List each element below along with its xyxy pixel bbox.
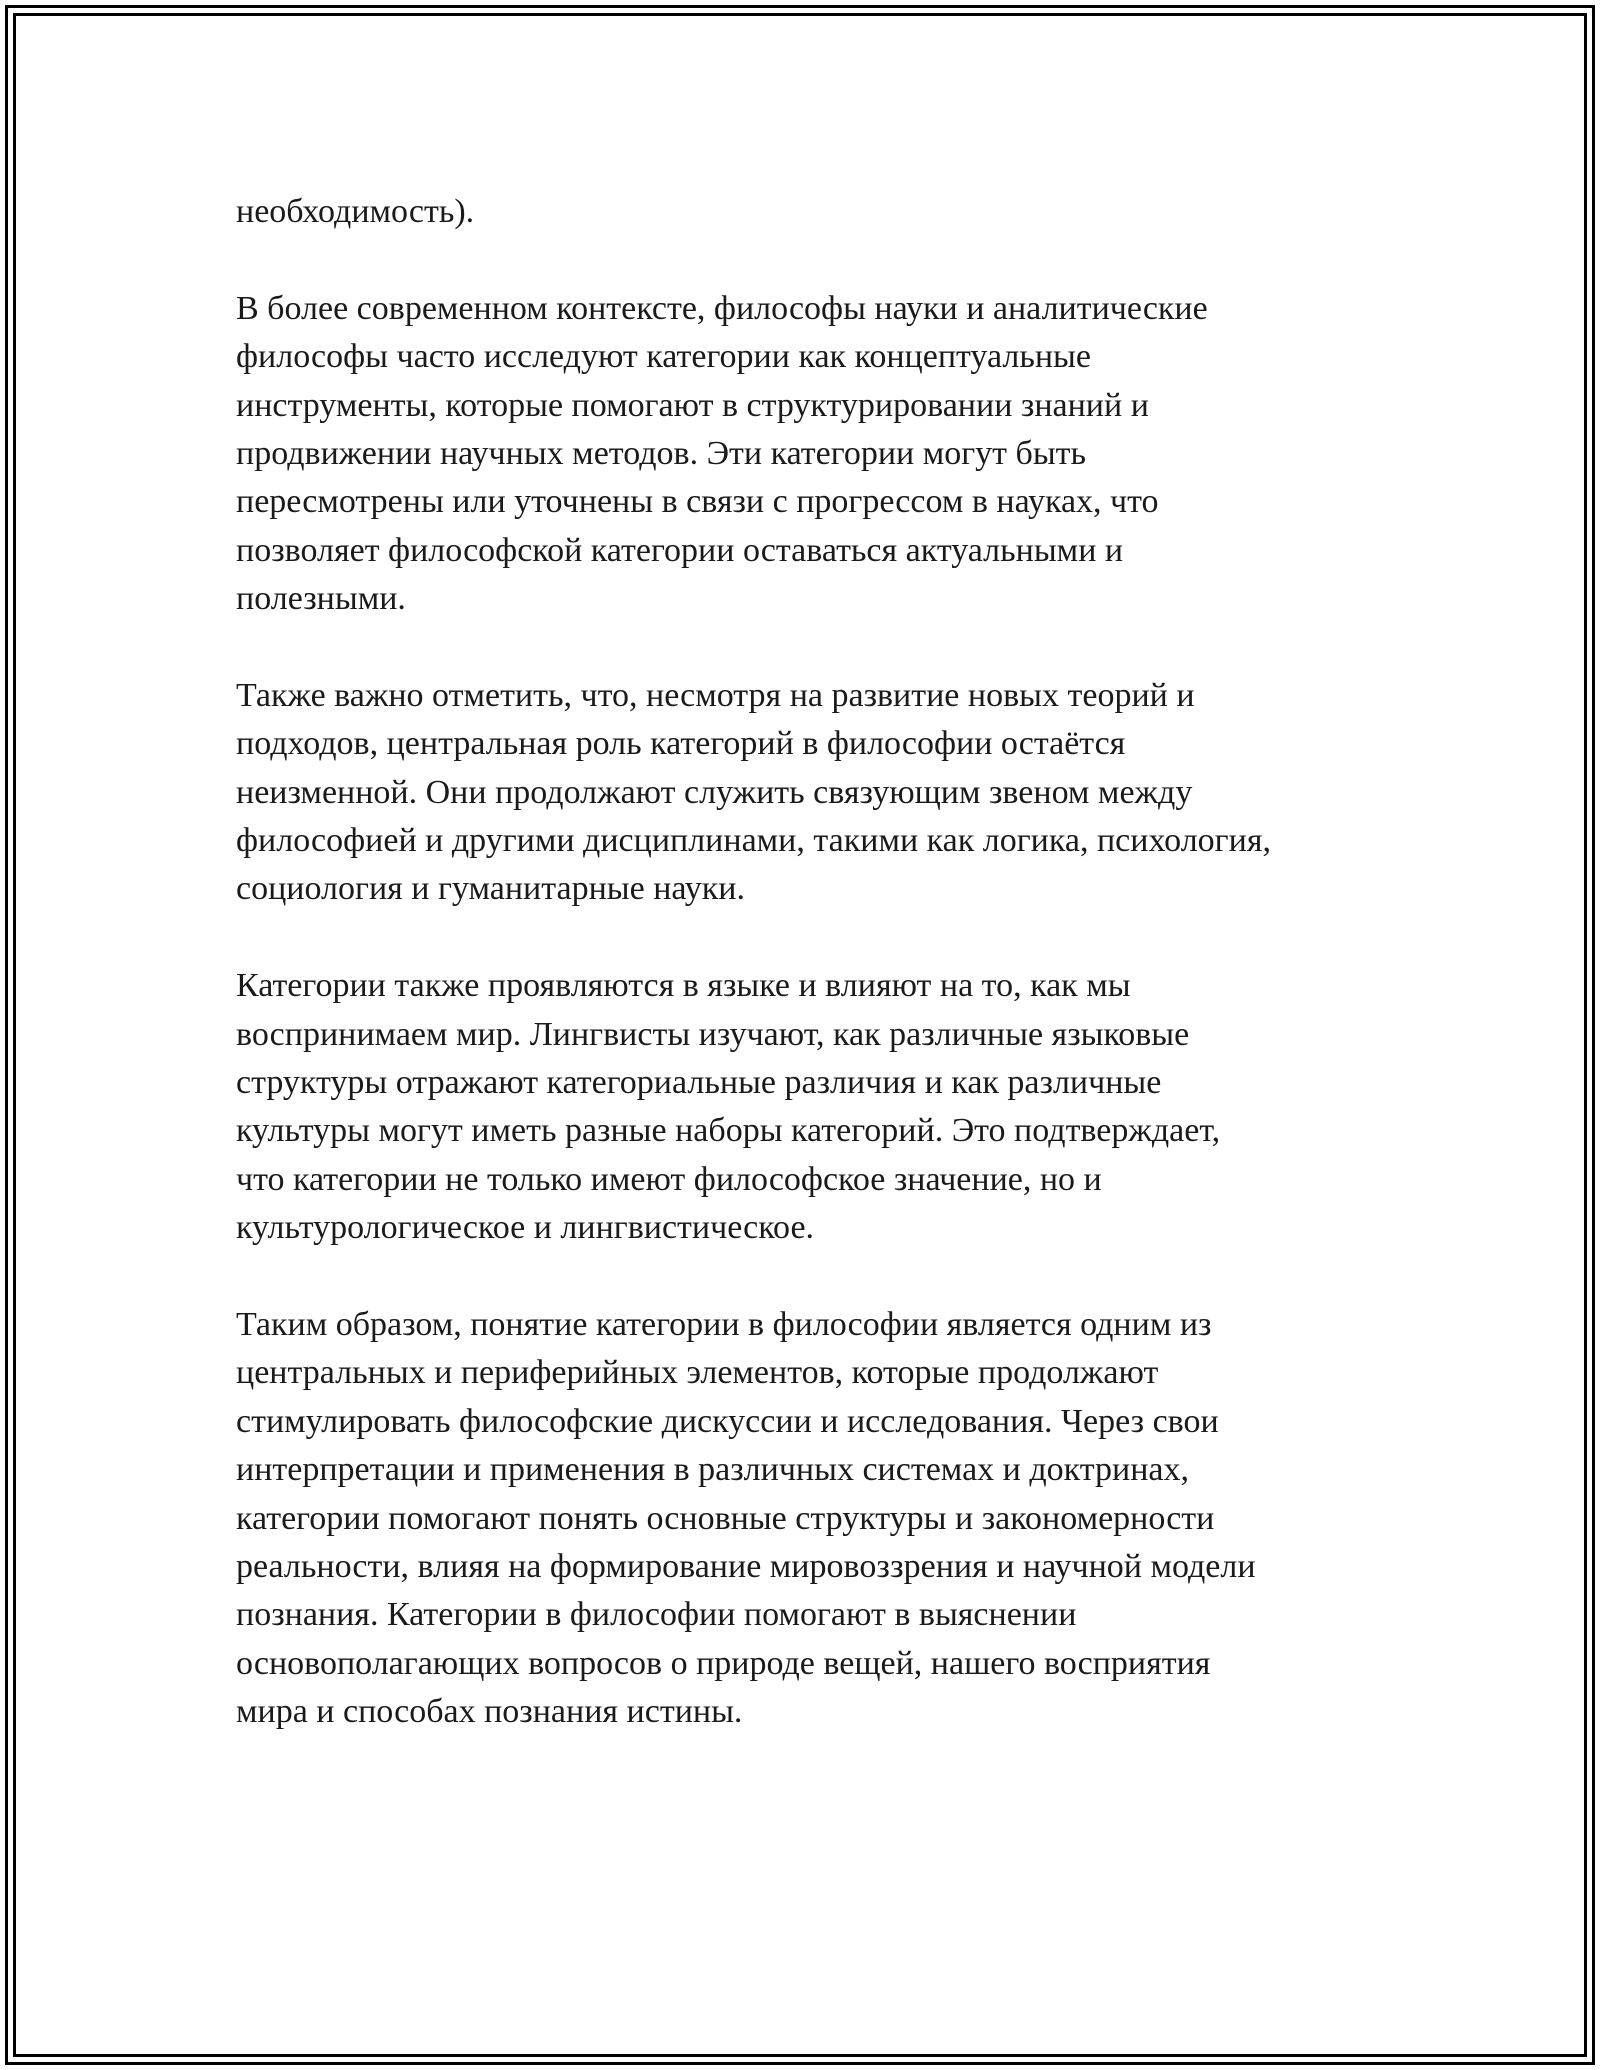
text-line: культуры могут иметь разные наборы категорий. Это подтверждает,	[236, 1112, 1221, 1150]
text-line: основополагающих вопросов о природе вещей, нашего восприятия	[236, 1644, 1211, 1682]
text-line: что категории не только имеют философское значение, но и	[236, 1160, 1102, 1198]
text-line: реальности, влияя на формирование мировоззрения и научной модели	[236, 1547, 1256, 1585]
text-line: Также важно отметить, что, несмотря на развитие новых теорий и	[236, 676, 1195, 714]
paragraph-5	[236, 1301, 1366, 1737]
text-line: интерпретации и применения в различных системах и доктринах,	[236, 1451, 1189, 1489]
text-line: пересмотрены или уточнены в связи с прогрессом в науках, что	[236, 483, 1159, 521]
text-line: мира и способах познания истины.	[236, 1693, 743, 1731]
text-line: Таким образом, понятие категории в философии является одним из	[236, 1305, 1212, 1343]
text-line: необходимость).	[236, 193, 475, 230]
text-line: стимулировать философские дискуссии и исследования. Через свои	[236, 1402, 1219, 1440]
text-line: познания. Категории в философии помогают в выяснении	[236, 1596, 1077, 1634]
paragraph-4	[236, 962, 1366, 1252]
text-line: центральных и периферийных элементов, которые продолжают	[236, 1354, 1159, 1392]
text-line: культурологическое и лингвистическое.	[236, 1209, 815, 1247]
document-body	[236, 188, 1366, 1785]
text-line: инструменты, которые помогают в структурировании знаний и	[236, 386, 1149, 424]
text-line: позволяет философской категории оставаться актуальными и	[236, 531, 1124, 569]
text-line: философы часто исследуют категории как концептуальные	[236, 338, 1091, 376]
text-line: социология и гуманитарные науки.	[236, 870, 746, 908]
text-line: продвижении научных методов. Эти категории могут быть	[236, 434, 1087, 472]
text-line: структуры отражают категориальные различия и как различные	[236, 1064, 1162, 1102]
text-line: полезными.	[236, 580, 406, 618]
text-line: философией и другими дисциплинами, такими как логика, психология,	[236, 822, 1271, 860]
paragraph-1	[236, 188, 1366, 236]
text-line: неизменной. Они продолжают служить связующим звеном между	[236, 773, 1193, 811]
paragraph-2	[236, 285, 1366, 624]
text-line: В более современном контексте, философы науки и аналитические	[236, 289, 1208, 327]
text-line: Категории также проявляются в языке и влияют на то, как мы	[236, 967, 1131, 1005]
text-line: подходов, центральная роль категорий в философии остаётся	[236, 725, 1126, 763]
paragraph-3	[236, 672, 1366, 914]
text-line: категории помогают понять основные структуры и закономерности	[236, 1499, 1215, 1537]
text-line: воспринимаем мир. Лингвисты изучают, как различные языковые	[236, 1015, 1190, 1053]
